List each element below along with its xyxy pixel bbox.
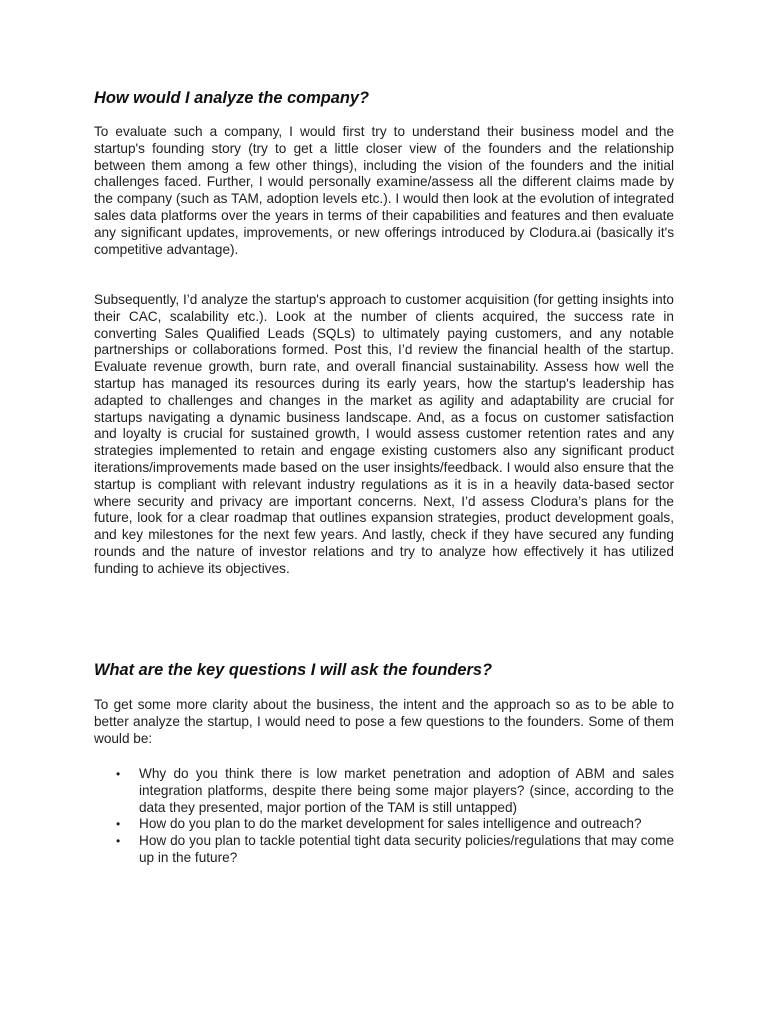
list-item xyxy=(94,816,674,833)
paragraph-evaluation: To evaluate such a company, I would first try to understand their business model and the startup's founding story (try to get a little closer view of the founders and the relationship between them among a few other things), including the vision of the founders and the initial challenges faced. Further, I would personally examine/assess all the different claims made by the company (such as TAM, adoption levels etc.). I would then look at the evolution of integrated sales data platforms over the years in terms of their capabilities and features and then evaluate any significant updates, improvements, or new offerings introduced by Clodura.ai (basically it's competitive advantage). xyxy=(94,124,674,257)
paragraph-questions-intro: To get some more clarity about the business, the intent and the approach so as to be able to better analyze the startup, I would need to pose a few questions to the founders. Some of them would be: xyxy=(94,697,674,746)
question-text: How do you plan to do the market development for sales intelligence and outreach? xyxy=(139,816,642,832)
paragraph-acquisition-financials: Subsequently, I’d analyze the startup's approach to customer acquisition (for getting insights into their CAC, scalability etc.). Look at the number of clients acquired, the success rate in converting Sales Qualified Leads (SQLs) to ultimately paying customers, and any notable partnerships or collaborations formed. Post this, I’d review the financial health of the startup. Evaluate revenue growth, burn rate, and overall financial sustainability. Assess how well the startup has managed its resources during its early years, how the startup's leadership has adapted to challenges and changes in the market as agility and adaptability are crucial for startups navigating a dynamic business landscape. And, as a focus on customer satisfaction and loyalty is crucial for sustained growth, I would assess customer retention rates and any strategies implemented to retain and engage existing customers also any significant product iterations/improvements made based on the user insights/feedback. I would also ensure that the startup is compliant with relevant industry regulations as it is in a heavily data-based sector where security and privacy are important concerns. Next, I’d assess Clodura’s plans for the future, look for a clear roadmap that outlines expansion strategies, product development goals, and key milestones for the next few years. And lastly, check if they have secured any funding rounds and the nature of investor relations and try to analyze how effectively it has utilized funding to achieve its objectives. xyxy=(94,292,674,576)
question-text: How do you plan to tackle potential tight data security policies/regulations that may come up in the future? xyxy=(139,833,674,865)
bullet-icon: • xyxy=(116,767,121,781)
question-text: Why do you think there is low market penetration and adoption of ABM and sales integration platforms, despite there being some major players? (since, according to the data they presented, major portion of the TAM is still untapped) xyxy=(139,766,674,815)
list-item xyxy=(94,766,674,816)
bullet-icon: • xyxy=(116,817,121,832)
questions-list xyxy=(94,766,674,867)
list-item xyxy=(94,833,674,867)
bullet-icon: • xyxy=(116,834,121,849)
section-heading-analysis: How would I analyze the company? xyxy=(94,89,370,107)
section-heading-questions: What are the key questions I will ask the founders? xyxy=(94,661,493,679)
